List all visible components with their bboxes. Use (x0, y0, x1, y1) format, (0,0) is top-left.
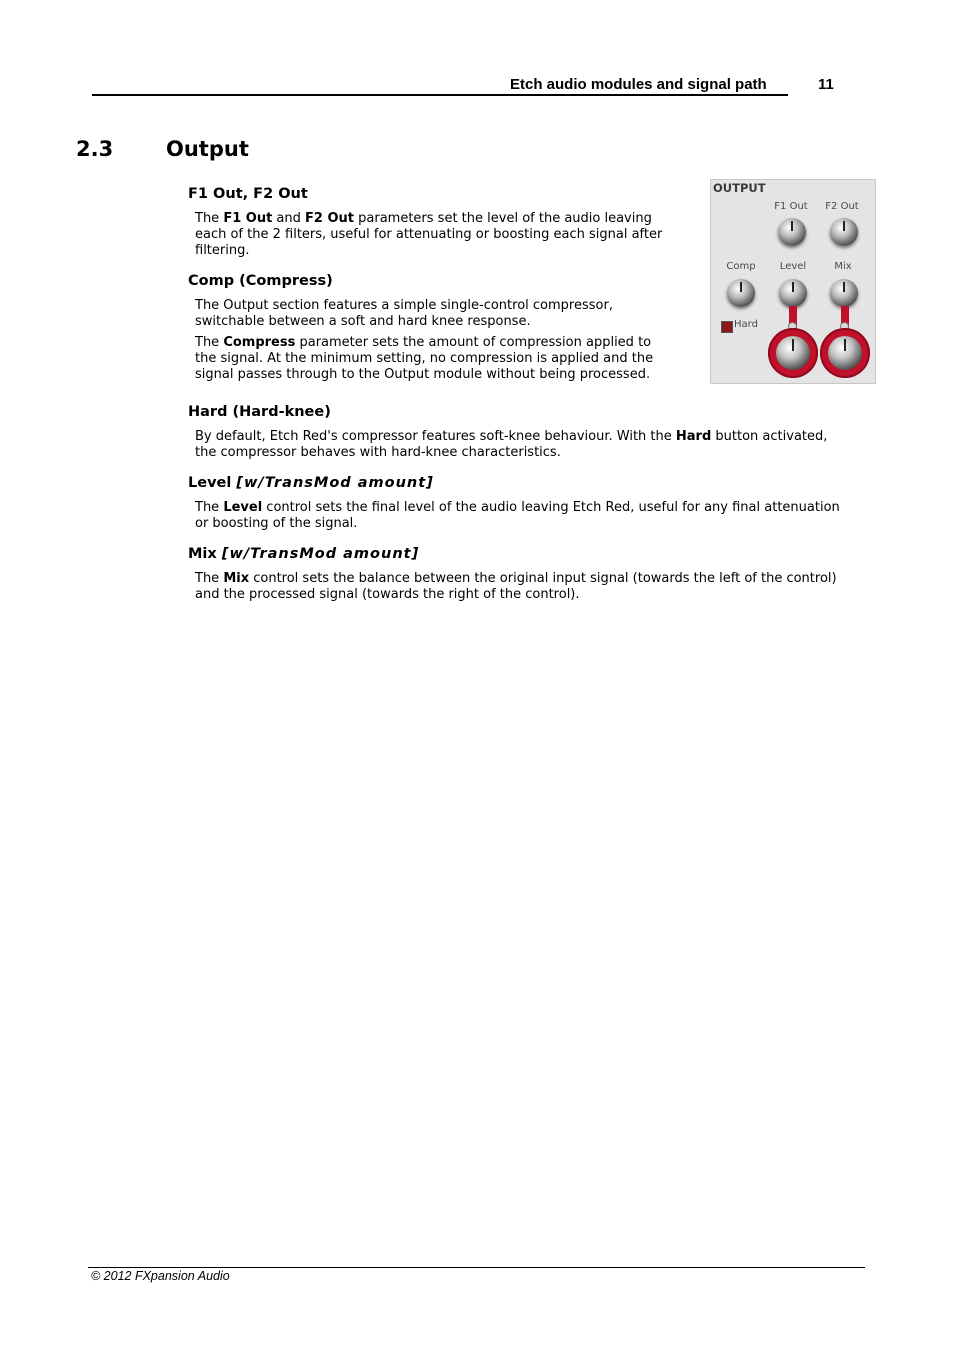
comp-knob[interactable] (727, 279, 755, 307)
page-number: 11 (818, 76, 834, 93)
footer-copyright: © 2012 FXpansion Audio (91, 1269, 230, 1283)
comp-heading: Comp (Compress) (188, 273, 333, 289)
level-transmod-tag: [w/TransMod amount] (236, 475, 434, 491)
hard-heading: Hard (Hard-knee) (188, 404, 331, 420)
comp-label: Comp (726, 261, 756, 272)
level-transmod-knob[interactable] (776, 336, 810, 370)
section-title: Output (166, 137, 249, 161)
panel-title: OUTPUT (713, 181, 766, 195)
footer-divider (88, 1267, 865, 1268)
mix-knob[interactable] (830, 279, 858, 307)
f2-out-knob[interactable] (830, 218, 858, 246)
comp-paragraph-1: The Output section features a simple single-control compressor, switchable between a soft and hard knee response. (195, 298, 613, 329)
f1-out-label: F1 Out (774, 201, 808, 212)
level-heading: Level [w/TransMod amount] (188, 475, 434, 491)
mix-paragraph: The Mix control sets the balance between the original input signal (towards the left of the control) and the processed signal (towards the right of the control). (195, 571, 837, 602)
comp-paragraph-2: The Compress parameter sets the amount of compression applied to the signal. At the minimum setting, no compression is applied and the signal passes through to the Output module without being processed. (195, 335, 654, 382)
output-panel-image (710, 179, 876, 384)
level-transmod-ring[interactable] (768, 328, 818, 378)
hard-toggle[interactable] (721, 321, 733, 333)
mix-heading: Mix [w/TransMod amount] (188, 546, 420, 562)
f1-f2-paragraph: The F1 Out and F2 Out parameters set the level of the audio leaving each of the 2 filters, useful for attenuating or boosting each signal after filtering. (195, 211, 663, 258)
level-knob[interactable] (779, 279, 807, 307)
level-label: Level (779, 261, 807, 272)
mix-transmod-ring[interactable] (820, 328, 870, 378)
f1-out-knob[interactable] (778, 218, 806, 246)
mix-label: Mix (834, 261, 852, 272)
section-number: 2.3 (76, 137, 114, 161)
mix-transmod-knob[interactable] (828, 336, 862, 370)
f2-out-label: F2 Out (825, 201, 859, 212)
hard-toggle-label: Hard (734, 319, 758, 330)
level-paragraph: The Level control sets the final level of the audio leaving Etch Red, useful for any final attenuation or boosting of the signal. (195, 500, 840, 531)
hard-paragraph: By default, Etch Red's compressor features soft-knee behaviour. With the Hard button activated, the compressor behaves with hard-knee characteristics. (195, 429, 828, 460)
header-divider (92, 94, 788, 96)
mix-transmod-tag: [w/TransMod amount] (221, 546, 420, 562)
f1-f2-heading: F1 Out, F2 Out (188, 186, 308, 202)
running-header-title: Etch audio modules and signal path (510, 76, 767, 93)
